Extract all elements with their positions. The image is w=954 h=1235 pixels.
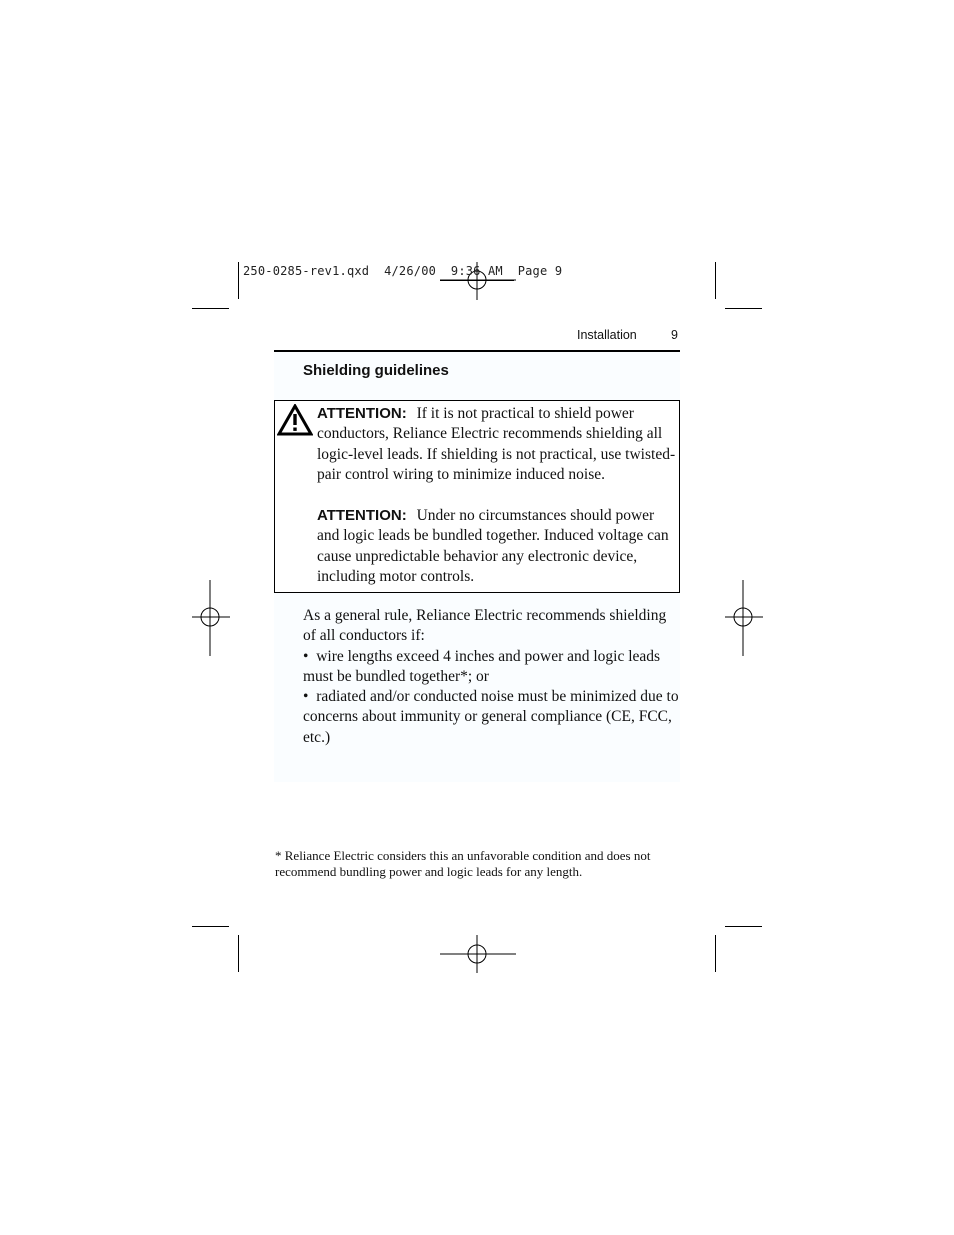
crop-mark (715, 935, 716, 972)
list-item-text: radiated and/or conducted noise must be minimized due to concerns about immunity or general compliance (CE, FCC, etc.) (303, 688, 679, 746)
body-text (303, 606, 679, 748)
slug-underline (440, 280, 514, 281)
crop-mark (238, 935, 239, 972)
registration-mark-icon (725, 580, 763, 656)
crop-mark (715, 262, 716, 299)
list-item: • wire lengths exceed 4 inches and power and logic leads must be bundled together*; or (303, 647, 661, 685)
header-rule (274, 350, 680, 352)
crop-mark (192, 308, 229, 309)
attention-label: ATTENTION: (317, 507, 407, 524)
running-header: Installation (577, 328, 637, 342)
page-number: 9 (671, 328, 678, 342)
print-slug: 250-0285-rev1.qxd 4/26/00 9:36 AM Page 9 (243, 264, 563, 278)
crop-mark (238, 262, 239, 299)
footnote: * Reliance Electric considers this an unfavorable condition and does not recommend bundling power and logic leads for any length. (275, 848, 651, 880)
registration-mark-icon (440, 935, 516, 973)
body-intro: As a general rule, Reliance Electric recommends shielding of all conductors if: (303, 607, 667, 645)
attention-label: ATTENTION: (317, 405, 407, 422)
attention-paragraph (317, 404, 677, 485)
crop-mark (725, 308, 762, 309)
warning-triangle-icon (277, 404, 313, 436)
attention-paragraph (317, 506, 677, 587)
list-item: • radiated and/or conducted noise must be minimized due to concerns about immunity or general compliance (CE, FCC, etc.) (303, 688, 679, 746)
registration-mark-icon (192, 580, 230, 656)
list-item-text: wire lengths exceed 4 inches and power and logic leads must be bundled together*; or (303, 647, 661, 685)
crop-mark (725, 926, 762, 927)
section-heading: Shielding guidelines (303, 362, 449, 379)
attention-text: Under no circumstances should power and logic leads be bundled together. Induced voltage can cause unpredictable behavior any electronic device, including motor controls. (317, 507, 669, 585)
crop-mark (192, 926, 229, 927)
attention-text: If it is not practical to shield power conductors, Reliance Electric recommends shielding all logic-level leads. If shielding is not practical, use twisted-pair control wiring to minimize induced noise. (317, 405, 676, 483)
